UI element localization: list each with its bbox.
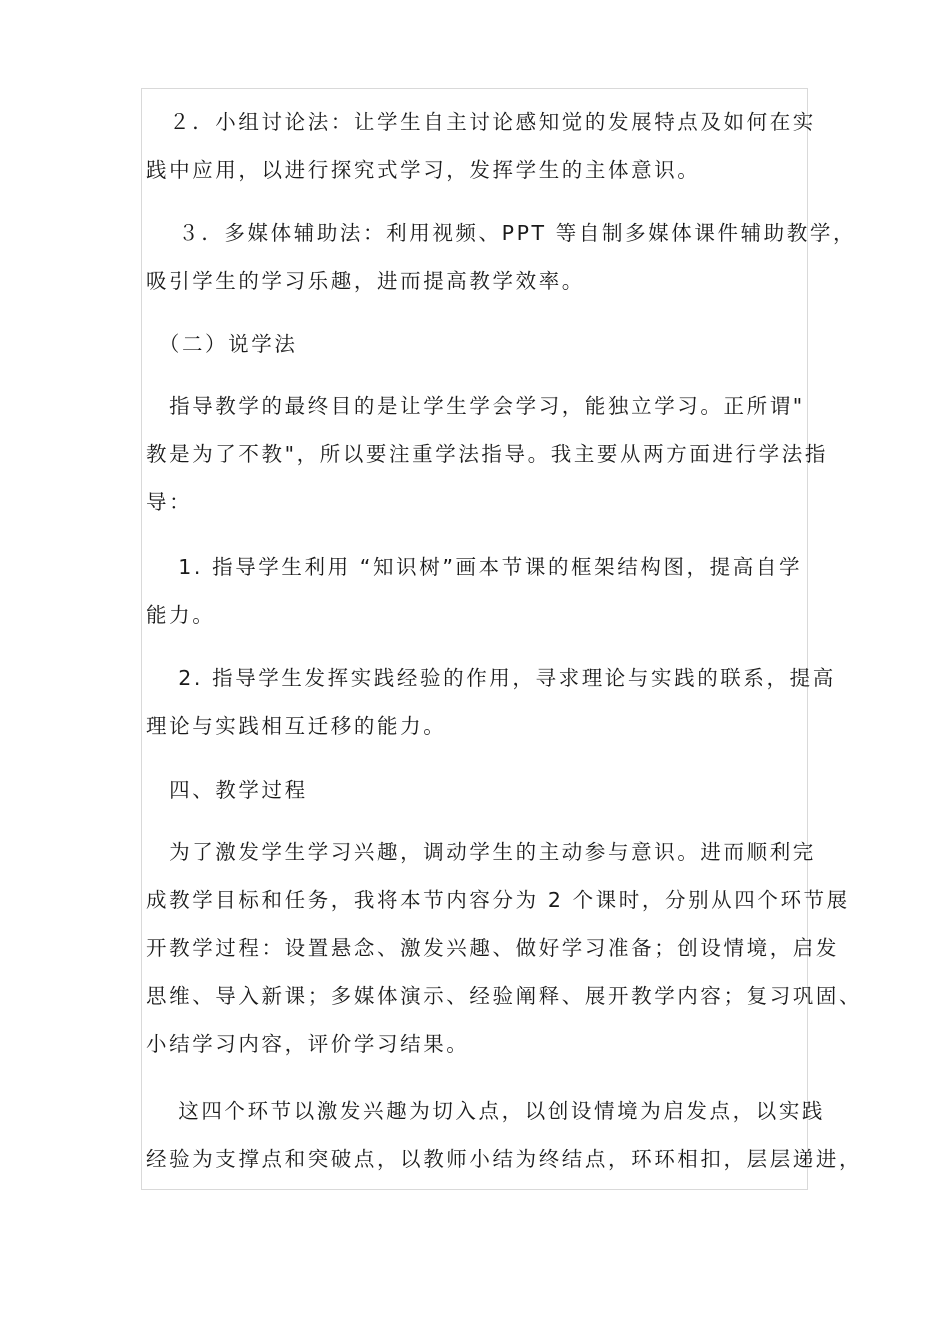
paragraph-learning-guidance [146, 382, 828, 526]
text-line: 这四个环节以激发兴趣为切入点，以创设情境为启发点，以实践 [146, 1099, 826, 1123]
heading-teaching-process [146, 766, 810, 814]
text-line: 指导教学的最终目的是让学生学会学习，能独立学习。正所谓" [146, 394, 805, 418]
text-line: 为了激发学生学习兴趣，调动学生的主动参与意识。进而顺利完 [146, 840, 816, 864]
paragraph-multimedia-method [146, 209, 857, 305]
paragraph-practical-experience [146, 654, 836, 750]
text-line: 1. 指导学生利用 “知识树”画本节课的框架结构图，提高自学 [146, 555, 803, 579]
text-line: 思维、导入新课；多媒体演示、经验阐释、展开教学内容；复习巩固、 [146, 984, 863, 1008]
text-line: 理论与实践相互迁移的能力。 [146, 714, 447, 738]
heading-learning-method [146, 320, 810, 368]
section-heading: 四、教学过程 [146, 778, 308, 802]
text-line: 开教学过程：设置悬念、激发兴趣、做好学习准备；创设情境，启发 [146, 936, 839, 960]
text-line: ３．多媒体辅助法：利用视频、PPT 等自制多媒体课件辅助教学， [146, 221, 857, 245]
text-line: 经验为支撑点和突破点，以教师小结为终结点，环环相扣，层层递进， [146, 1147, 863, 1171]
text-line: 践中应用，以进行探究式学习，发挥学生的主体意识。 [146, 158, 701, 182]
text-line: 小结学习内容，评价学习结果。 [146, 1032, 470, 1056]
text-line: 吸引学生的学习乐趣，进而提高教学效率。 [146, 269, 585, 293]
text-line: ２．小组讨论法：让学生自主讨论感知觉的发展特点及如何在实 [146, 110, 816, 134]
text-line: 2. 指导学生发挥实践经验的作用，寻求理论与实践的联系，提高 [146, 666, 836, 690]
text-line: 教是为了不教"，所以要注重学法指导。我主要从两方面进行学法指 [146, 442, 828, 466]
paragraph-knowledge-tree [146, 543, 810, 639]
paragraph-teaching-process [146, 828, 863, 1068]
paragraph-four-stages [146, 1087, 863, 1183]
text-line: 导： [146, 490, 193, 514]
paragraph-group-discussion [146, 98, 816, 194]
text-line: 成教学目标和任务，我将本节内容分为 2 个课时，分别从四个环节展 [146, 888, 850, 912]
section-heading: （二）说学法 [146, 332, 298, 356]
text-line: 能力。 [146, 603, 216, 627]
